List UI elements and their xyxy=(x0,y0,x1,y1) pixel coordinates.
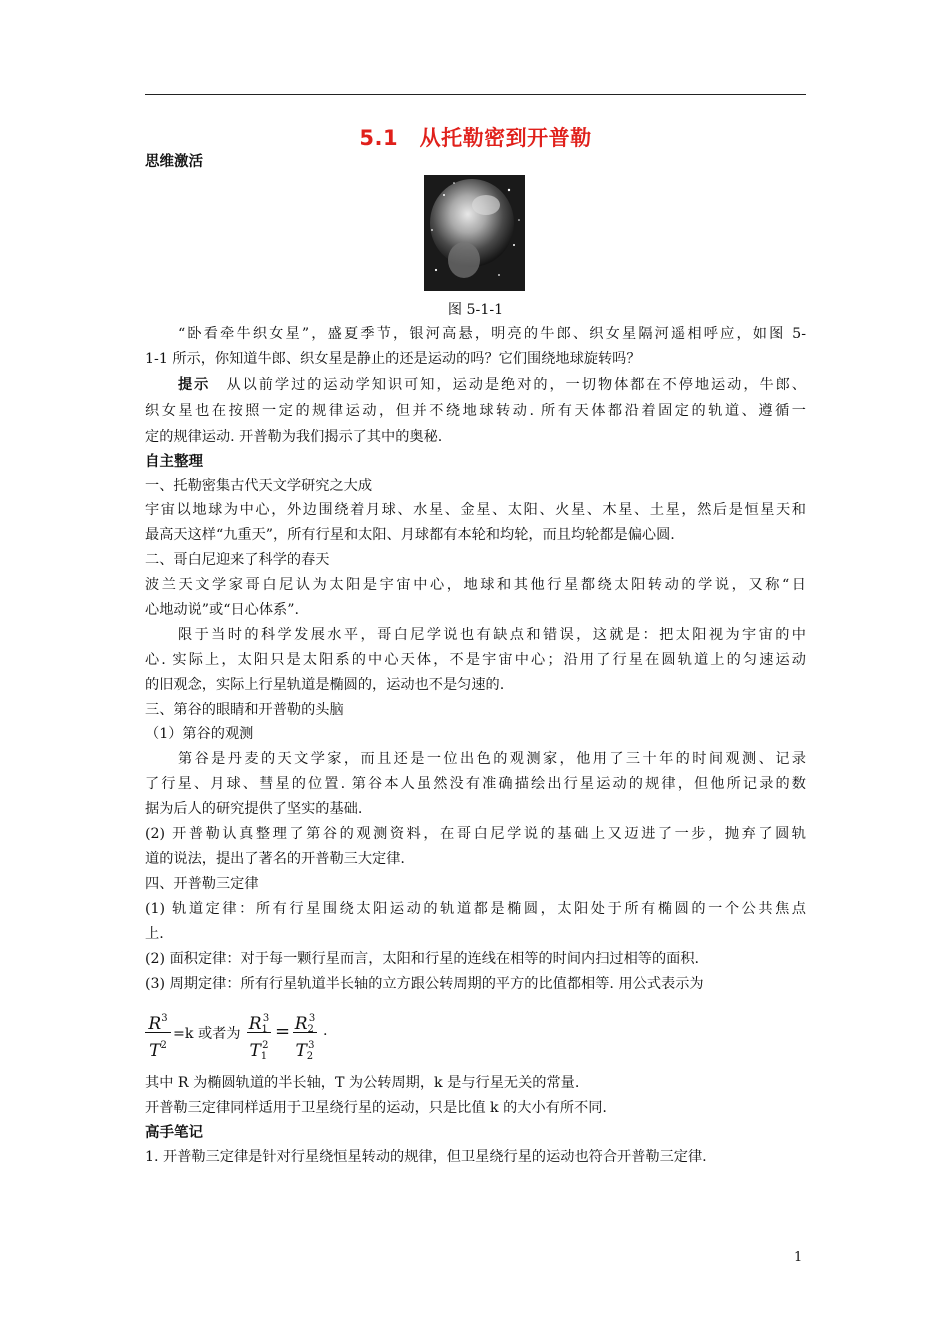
paragraph-line: 心地动说”或“日心体系”. xyxy=(145,602,299,618)
formula-end: . xyxy=(323,1023,328,1039)
law-line: (3) 周期定律：所有行星轨道半长轴的立方跟公转周期的平方的比值都相等. 用公式表示为 xyxy=(145,976,704,992)
paragraph-line: 据为后人的研究提供了坚实的基础. xyxy=(145,801,363,817)
page-number: 1 xyxy=(794,1250,803,1265)
intro-text: 1-1 所示，你知道牛郎、织女星是静止的还是运动的吗？它们围绕地球旋转吗？ xyxy=(145,351,641,367)
page-title: 5.1 从托勒密到开普勒 xyxy=(359,126,592,150)
paragraph-line: 限于当时的科学发展水平，哥白尼学说也有缺点和错误，这就是：把太阳视为宇宙的中 xyxy=(178,627,806,643)
subsection-title: 四、开普勒三定律 xyxy=(145,876,259,892)
law-line: (1) 轨道定律：所有行星围绕太阳运动的轨道都是椭圆，太阳处于所有椭圆的一个公共焦点 xyxy=(145,901,806,917)
law-line: 上. xyxy=(145,926,164,942)
formula-text: =k 或者为 xyxy=(173,1026,241,1042)
paragraph-line: (2) 开普勒认真整理了第谷的观测资料，在哥白尼学说的基础上又迈进了一步，抛弃了圆轨 xyxy=(145,826,806,842)
fraction-r3-t2: $R^3$ $T^2$ xyxy=(145,1008,171,1057)
paragraph-line: 心. 实际上，太阳只是太阳系的中心天体，不是宇宙中心；沿用了行星在圆轨道上的匀速运动 xyxy=(145,652,806,668)
section-heading-self-study: 自主整理 xyxy=(145,454,203,470)
subsection-title: 三、第谷的眼睛和开普勒的头脑 xyxy=(145,702,344,718)
subsection-title: 二、哥白尼迎来了科学的春天 xyxy=(145,552,330,568)
header-rule xyxy=(145,94,806,95)
subsection-subtitle: （1）第谷的观测 xyxy=(145,726,254,742)
nebula-image xyxy=(424,175,525,291)
paragraph-line: 第谷是丹麦的天文学家，而且还是一位出色的观测家，他用了三十年的时间观测、记录 xyxy=(178,751,806,767)
hint-label: 提示 xyxy=(178,377,211,393)
note-line: 1. 开普勒三定律是针对行星绕恒星转动的规律，但卫星绕行星的运动也符合开普勒三定律. xyxy=(145,1149,707,1165)
law-line: (2) 面积定律：对于每一颗行星而言，太阳和行星的连线在相等的时间内扫过相等的面积. xyxy=(145,951,700,967)
paragraph-line: 其中 R 为椭圆轨道的半长轴，T 为公转周期，k 是与行星无关的常量. xyxy=(145,1075,580,1091)
subsection-title: 一、托勒密集古代天文学研究之大成 xyxy=(145,478,373,494)
equals-sign: = xyxy=(275,1021,291,1042)
fraction-r1-t1: $R_1^3$ $T_1^2$ xyxy=(248,1013,270,1062)
paragraph-line: 的旧观念，实际上行星轨道是椭圆的，运动也不是匀速的. xyxy=(145,677,505,693)
section-heading-thinking: 思维激活 xyxy=(145,154,203,170)
hint-line xyxy=(178,373,806,397)
paragraph-line: 开普勒三定律同样适用于卫星绕行星的运动，只是比值 k 的大小有所不同. xyxy=(145,1100,607,1116)
paragraph-line: 了行星、月球、彗星的位置. 第谷本人虽然没有准确描绘出行星运动的规律，但他所记录的数 xyxy=(145,776,806,792)
intro-text: “卧看牵牛织女星”，盛夏季节，银河高悬，明亮的牛郎、织女星隔河遥相呼应，如图 5- xyxy=(178,326,806,342)
hint-text: 定的规律运动. 开普勒为我们揭示了其中的奥秘. xyxy=(145,429,443,445)
paragraph-line: 波兰天文学家哥白尼认为太阳是宇宙中心，地球和其他行星都绕太阳转动的学说，又称“日 xyxy=(145,577,806,593)
paragraph-line: 道的说法，提出了著名的开普勒三大定律. xyxy=(145,851,405,867)
figure-caption: 图 5-1-1 xyxy=(447,302,504,318)
hint-text: 织女星也在按照一定的规律运动，但并不绕地球转动. 所有天体都沿着固定的轨道、遵循一 xyxy=(145,403,806,419)
hint-text: 从以前学过的运动学知识可知，运动是绝对的，一切物体都在不停地运动，牛郎、 xyxy=(210,377,806,393)
kepler-formula xyxy=(145,1008,445,1064)
paragraph-line: 最高天这样“九重天”，所有行星和太阳、月球都有本轮和均轮，而且均轮都是偏心圆. xyxy=(145,527,675,543)
paragraph-line: 宇宙以地球为中心，外边围绕着月球、水星、金星、太阳、火星、木星、土星，然后是恒星天和 xyxy=(145,502,806,518)
section-heading-notes: 高手笔记 xyxy=(145,1125,203,1141)
fraction-r2-t2: $R_2^3$ $T_2^3$ xyxy=(294,1013,316,1062)
